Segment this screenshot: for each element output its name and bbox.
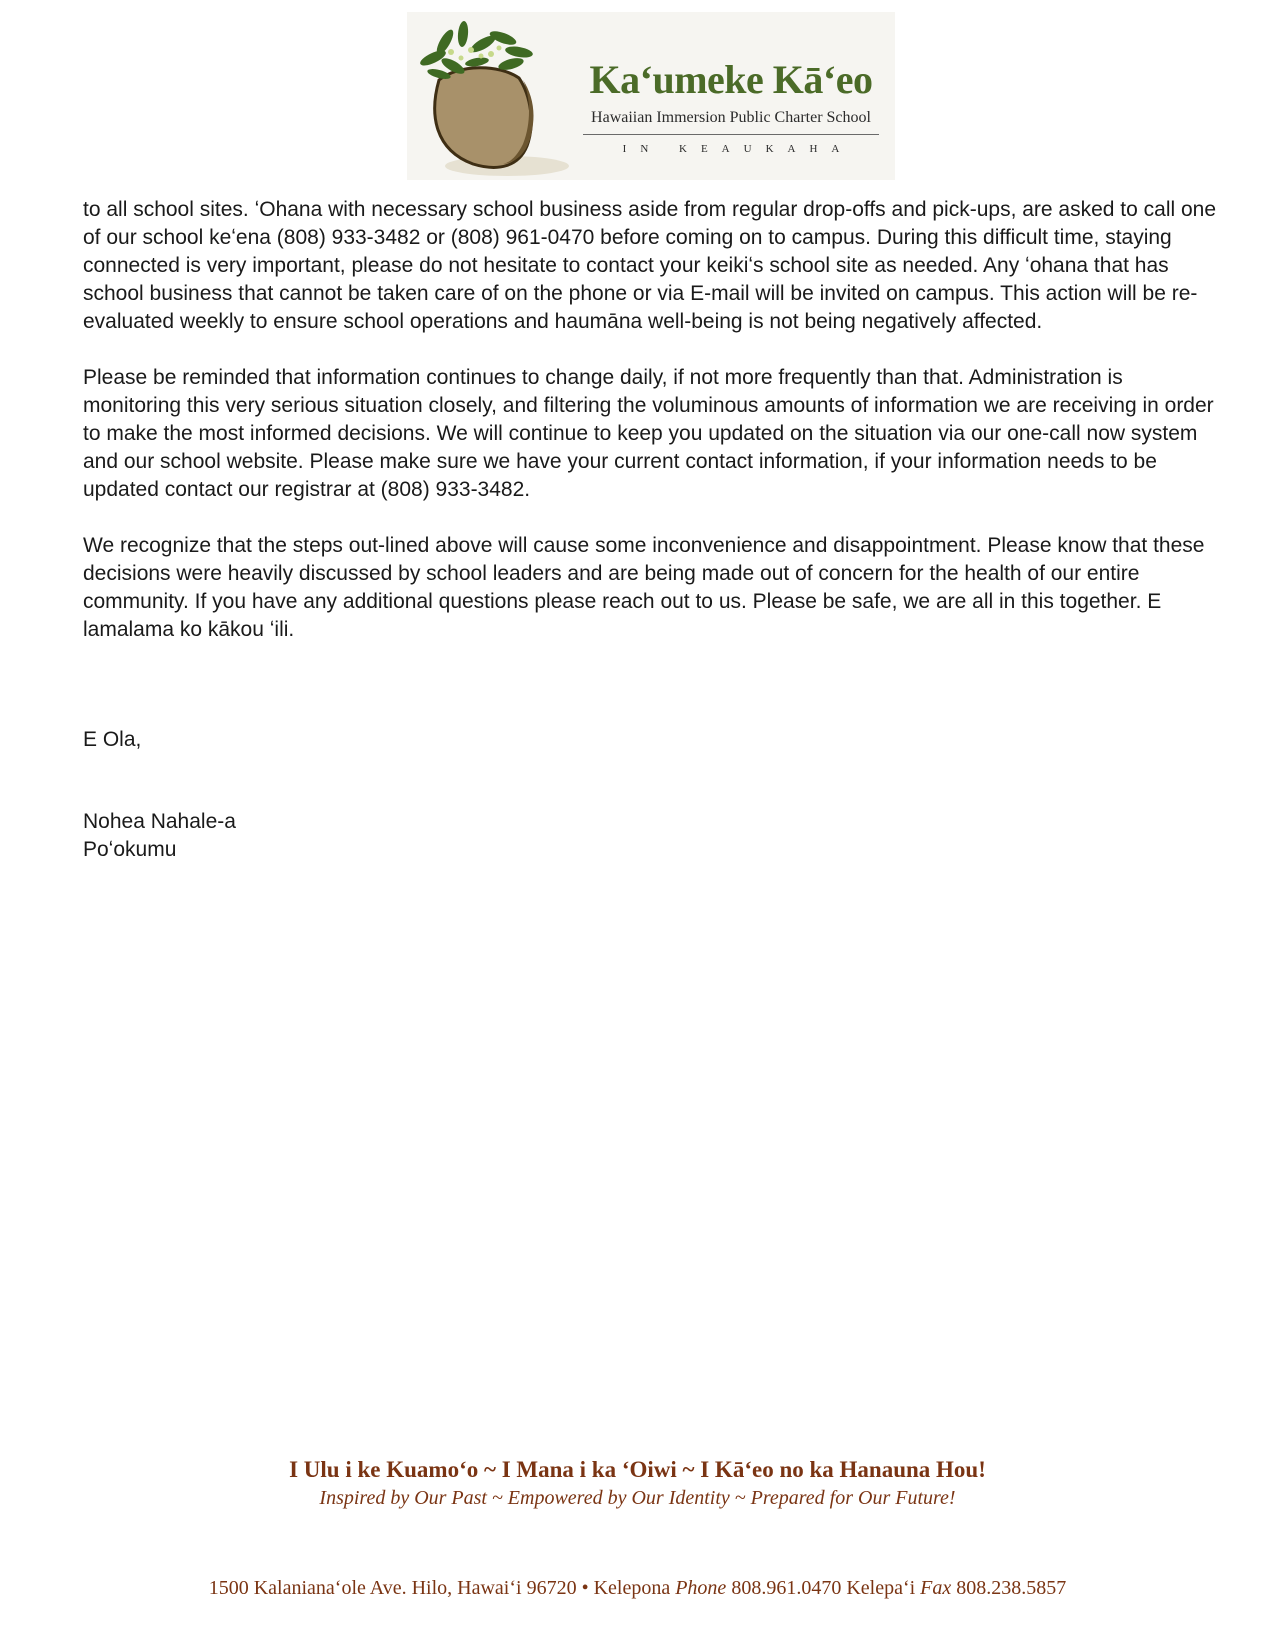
signer-title: Poʻokumu: [83, 838, 177, 861]
letter-paragraph: to all school sites. ʻOhana with necessary school business aside from regular drop-offs and pick-ups, are asked to call one of our school keʻena (808) 933-3482 or (808) 961-0470 before coming on to campus. During this difficult time, staying connected is very important, please do not hesitate to contact your keikiʻs school site as needed. Any ʻohana that has school business that cannot be taken care of on the phone or via E-mail will be invited on campus. This action will be re-evaluated weekly to ensure school operations and haumāna well-being is not being negatively affected.: [83, 198, 1217, 333]
letterhead: [407, 12, 895, 180]
footer-phone-label: Phone: [675, 1577, 727, 1599]
school-location: IN KEAUKAHA: [622, 143, 854, 155]
letter-paragraph: Please be reminded that information continues to change daily, if not more frequently than that. Administration is monitoring this very serious situation closely, and filtering the voluminous amounts of information we are receiving in order to make the most informed decisions. We will continue to keep you updated on the situation via our one-call now system and our school website. Please make sure we have your current contact information, if your information needs to be updated contact our registrar at (808) 933-3482.: [83, 366, 1214, 501]
footer-motto: I Ulu i ke Kuamoʻo ~ I Mana i ka ʻOiwi ~ I Kāʻeo no ka Hanauna Hou!: [289, 1457, 986, 1482]
footer-address: 1500 Kalanianaʻole Ave. Hilo, Hawaiʻi 96720 • Kelepona: [208, 1577, 671, 1599]
school-subtitle: Hawaiian Immersion Public Charter School: [591, 109, 871, 126]
footer-phone: 808.961.0470: [731, 1577, 842, 1599]
calabash-logo-icon: [415, 20, 575, 180]
letter-paragraph: We recognize that the steps out-lined above will cause some inconvenience and disappointment. Please know that these decisions were heavily discussed by school leaders and are being made out of concern for the health of our entire community. If you have any additional questions please reach out to us. Please be safe, we are all in this together. E lamalama ko kākou ʻili.: [83, 534, 1205, 641]
footer-fax: 808.238.5857: [956, 1577, 1067, 1599]
signer-name: Nohea Nahale-a: [83, 810, 236, 833]
footer-motto-english: Inspired by Our Past ~ Empowered by Our Identity ~ Prepared for Our Future!: [319, 1487, 956, 1509]
letter-closing: E Ola,: [83, 728, 142, 751]
letterhead-divider: [583, 134, 879, 135]
signature-block: [83, 808, 236, 864]
school-name: Kaʻumeke Kāʻeo: [589, 57, 873, 102]
footer-contact-line: [0, 1576, 1275, 1600]
footer-fax-hawaiian: Kelepaʻi: [846, 1577, 916, 1599]
letter-body: [83, 196, 1223, 672]
footer-fax-label: Fax: [920, 1577, 952, 1599]
